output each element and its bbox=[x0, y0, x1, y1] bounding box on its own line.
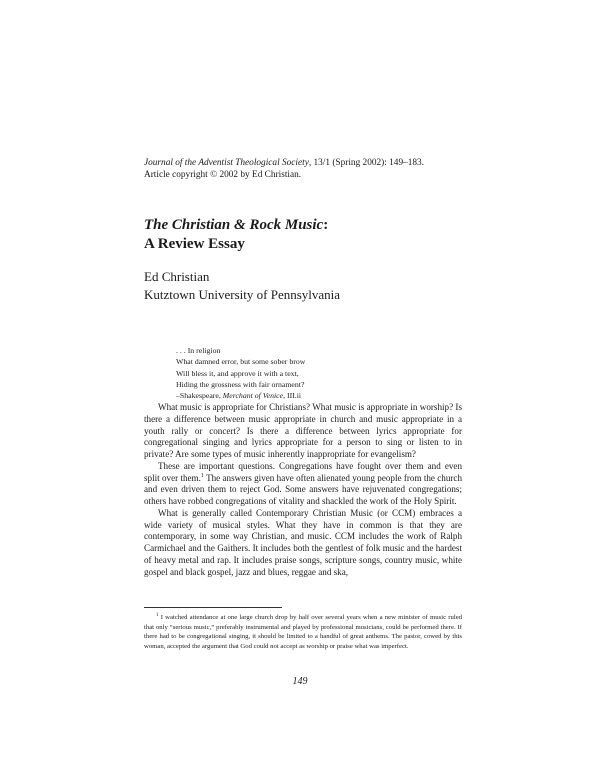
body-paragraph bbox=[144, 461, 462, 508]
epigraph-line: . . . In religion bbox=[176, 346, 221, 355]
title-line-2: A Review Essay bbox=[144, 236, 245, 252]
footnote bbox=[144, 613, 462, 651]
paragraph-text: These are important questions. Congregations have fought over them and even split over them. bbox=[144, 460, 462, 483]
attribution-author: –Shakespeare, bbox=[176, 391, 223, 401]
copyright-line: Article copyright © 2002 by Ed Christian. bbox=[144, 170, 302, 180]
article-title bbox=[144, 216, 328, 254]
page-number: 149 bbox=[292, 676, 308, 687]
paragraph-text: The answers given have often alienated young people from the church and even driven them to reject God. Some answers have rejuvenated congregations; others have robbed congregations of vitality and shackled the work of the Holy Spirit. bbox=[144, 472, 463, 506]
epigraph-line: Hiding the grossness with fair ornament? bbox=[176, 379, 305, 389]
author-block bbox=[144, 268, 340, 304]
epigraph-line: Will bless it, and approve it with a text, bbox=[176, 368, 299, 378]
title-italic: The Christian & Rock Music bbox=[144, 217, 324, 233]
journal-header bbox=[144, 157, 464, 181]
citation-details: , 13/1 (Spring 2002): 149–183. bbox=[308, 158, 425, 168]
footnote-text bbox=[144, 613, 462, 651]
body-paragraph: What music is appropriate for Christians? What music is appropriate in worship? Is there a difference between music appropriate in church and music appropriate in a youth rally or concert? Is there a difference between lyrics appropriate for congregational singing and lyrics appropriate for a person to sing or listen to in private? Are some types of music inherently inappropriate for evangelism? bbox=[144, 402, 462, 459]
epigraph-attribution bbox=[176, 390, 305, 401]
footnote-divider bbox=[144, 607, 282, 608]
epigraph-line: What damned error, but some sober brow bbox=[176, 357, 306, 367]
journal-name: Journal of the Adventist Theological Society bbox=[144, 158, 309, 168]
footnote-body: I watched attendance at one large church drop by half over several years when a new minister of music ruled that only “serious music,” preferably instrumental and played by professional musicians, could be performed there. If there had to be congregational singing, it should be limited to a handful of great anthems. The pastor, cowed by this woman, accepted the argument that God could not accept as worship or praise what was imperfect. bbox=[144, 614, 463, 650]
attribution-work: Merchant of Venice bbox=[222, 391, 284, 401]
author-affiliation: Kutztown University of Pennsylvania bbox=[144, 287, 341, 302]
title-colon: : bbox=[323, 217, 329, 233]
author-name: Ed Christian bbox=[144, 269, 210, 284]
epigraph bbox=[176, 345, 305, 401]
footnote-marker: 1 bbox=[156, 612, 159, 618]
title-line-1 bbox=[144, 216, 328, 235]
body-paragraph: What is generally called Contemporary Christian Music (or CCM) embraces a wide variety of musical styles. What they have in common is that they are contemporary, in some way Christian, and music. CCM includes the work of Ralph Carmichael and the Gaithers. It includes both the gentlest of folk music and the hardest of heavy metal and rap. It includes praise songs, scripture songs, country music, white gospel and black gospel, jazz and blues, reggae and ska, bbox=[144, 507, 462, 577]
citation-line bbox=[144, 157, 464, 169]
article-body bbox=[144, 402, 462, 578]
attribution-act: , III.ii bbox=[283, 391, 302, 401]
footnote-reference[interactable]: 1 bbox=[200, 472, 204, 479]
